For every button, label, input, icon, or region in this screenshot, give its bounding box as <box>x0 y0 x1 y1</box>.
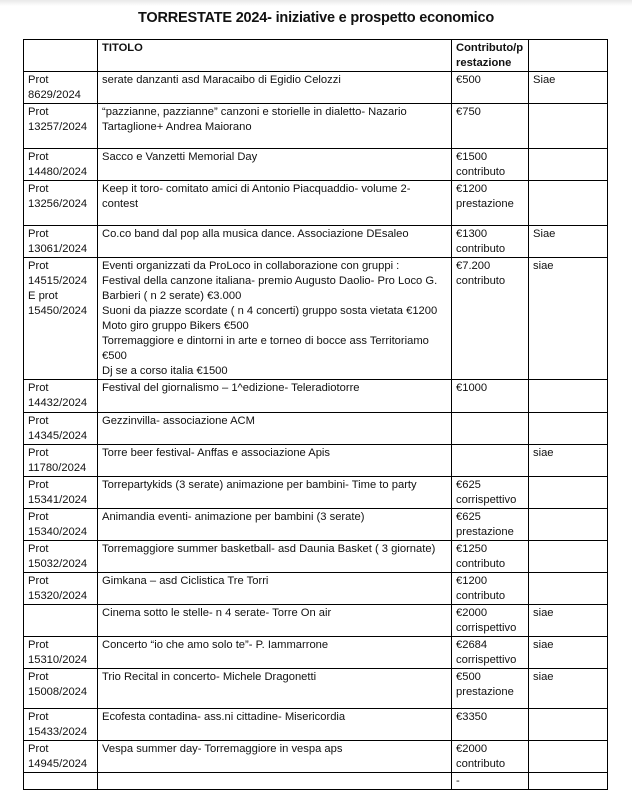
prot-cell-line: E prot <box>28 290 58 302</box>
contributo-cell-line: €625 <box>456 511 481 523</box>
prot-cell-line: Prot <box>28 575 49 587</box>
contributo-cell-line: €3350 <box>456 711 488 723</box>
table-row <box>24 445 608 477</box>
prot-cell <box>24 104 98 149</box>
table-row <box>24 149 608 181</box>
prot-cell-line: 15341/2024 <box>28 494 88 506</box>
prot-cell-line: Prot <box>28 543 49 555</box>
titolo-cell-line: €500 <box>102 350 127 362</box>
contributo-cell-line: contributo <box>456 166 506 178</box>
contributo-cell <box>452 773 529 790</box>
table-row <box>24 741 608 773</box>
prot-cell-line: 14945/2024 <box>28 758 88 770</box>
prot-cell-line: Prot <box>28 106 49 118</box>
titolo-cell-line: Torre beer festival- Anffas e associazione Apis <box>102 447 331 459</box>
prot-cell <box>24 226 98 258</box>
prot-cell-line: Prot <box>28 183 49 195</box>
contributo-cell-line: €1200 <box>456 183 488 195</box>
prot-cell-line: Prot <box>28 743 49 755</box>
prot-cell <box>24 149 98 181</box>
contributo-cell-line: contributo <box>456 590 506 602</box>
table-row <box>24 637 608 669</box>
titolo-cell <box>98 637 452 669</box>
prot-cell-line: Prot <box>28 447 49 459</box>
contributo-cell <box>452 226 529 258</box>
contributo-cell-line: €1000 <box>456 382 488 394</box>
prot-cell-line: 14480/2024 <box>28 166 88 178</box>
contributo-cell <box>452 573 529 605</box>
events-table <box>23 39 608 790</box>
titolo-cell <box>98 149 452 181</box>
titolo-cell-line: Suoni da piazze scordate ( n 4 concerti) gruppo sosta vietata €1200 <box>102 305 438 317</box>
note-cell <box>529 741 608 773</box>
titolo-cell-line: Moto giro gruppo Bikers €500 <box>102 320 249 332</box>
prot-cell <box>24 773 98 790</box>
contributo-cell-line: €2684 <box>456 639 488 651</box>
titolo-cell-line: serate danzanti asd Maracaibo di Egidio Celozzi <box>102 74 341 86</box>
titolo-cell <box>98 709 452 741</box>
contributo-cell <box>452 605 529 637</box>
titolo-cell <box>98 258 452 380</box>
contributo-cell <box>452 669 529 709</box>
note-cell <box>529 413 608 445</box>
contributo-cell-line: prestazione <box>456 686 514 698</box>
note-cell <box>529 149 608 181</box>
prot-cell-line: 15433/2024 <box>28 726 88 738</box>
titolo-cell-line: Torrepartykids (3 serate) animazione per bambini- Time to party <box>102 479 417 491</box>
prot-cell-line: Prot <box>28 479 49 491</box>
prot-cell <box>24 541 98 573</box>
contributo-cell <box>452 541 529 573</box>
titolo-cell-line: Tartaglione+ Andrea Maiorano <box>102 121 252 133</box>
titolo-cell <box>98 181 452 226</box>
table-row <box>24 477 608 509</box>
page-top-shadow <box>0 0 632 6</box>
table-row <box>24 509 608 541</box>
contributo-cell-line: €1500 <box>456 151 488 163</box>
header-note <box>529 40 608 72</box>
titolo-cell-line: Vespa summer day- Torremaggiore in vespa aps <box>102 743 343 755</box>
table-row <box>24 104 608 149</box>
titolo-cell-line: Barbieri ( n 2 serate) €3.000 <box>102 290 242 302</box>
table-row <box>24 258 608 380</box>
titolo-cell-line: Festival della canzone italiana- premio Augusto Daolio- Pro Loco G. <box>102 275 438 287</box>
contributo-cell <box>452 709 529 741</box>
prot-cell-line: 11780/2024 <box>28 462 87 474</box>
prot-cell-line: 8629/2024 <box>28 89 81 101</box>
contributo-cell-line: prestazione <box>456 198 514 210</box>
titolo-cell-line: Torremaggiore e dintorni in arte e torneo di bocce ass Territoriamo <box>102 335 429 347</box>
prot-cell-line: 15032/2024 <box>28 558 88 570</box>
prot-cell-line: 14345/2024 <box>28 430 88 442</box>
table-row <box>24 72 608 104</box>
prot-cell-line: Prot <box>28 711 49 723</box>
table-row <box>24 181 608 226</box>
titolo-cell <box>98 669 452 709</box>
titolo-cell-line: Festival del giornalismo – 1^edizione- Teleradiotorre <box>102 382 360 394</box>
contributo-cell-line: prestazione <box>456 526 514 538</box>
table-header-row <box>24 40 608 72</box>
contributo-cell <box>452 445 529 477</box>
titolo-cell-line: Torremaggiore summer basketball- asd Daunia Basket ( 3 giornate) <box>102 543 436 555</box>
contributo-cell <box>452 149 529 181</box>
contributo-cell-line: €1200 <box>456 575 488 587</box>
prot-cell-line: 14515/2024 <box>28 275 88 287</box>
header-prot <box>24 40 98 72</box>
table-row <box>24 773 608 790</box>
contributo-cell-line: €750 <box>456 106 481 118</box>
note-cell: siae <box>529 605 608 637</box>
contributo-cell <box>452 258 529 380</box>
table-row <box>24 413 608 445</box>
contributo-cell-line: contributo <box>456 758 506 770</box>
titolo-cell <box>98 380 452 413</box>
prot-cell-line: Prot <box>28 74 49 86</box>
note-cell <box>529 573 608 605</box>
titolo-cell <box>98 445 452 477</box>
prot-cell <box>24 72 98 104</box>
titolo-cell-line: Sacco e Vanzetti Memorial Day <box>102 151 258 163</box>
titolo-cell-line: Concerto “io che amo solo te”- P. Iammarrone <box>102 639 329 651</box>
titolo-cell <box>98 741 452 773</box>
note-cell: siae <box>529 445 608 477</box>
titolo-cell <box>98 226 452 258</box>
contributo-cell-line: contributo <box>456 558 506 570</box>
titolo-cell <box>98 104 452 149</box>
note-cell <box>529 709 608 741</box>
prot-cell <box>24 477 98 509</box>
contributo-cell <box>452 477 529 509</box>
titolo-cell <box>98 573 452 605</box>
prot-cell <box>24 709 98 741</box>
prot-cell-line: 15310/2024 <box>28 654 88 666</box>
note-cell <box>529 541 608 573</box>
contributo-cell <box>452 380 529 413</box>
note-cell: Siae <box>529 72 608 104</box>
contributo-cell-line: corrispettivo <box>456 494 517 506</box>
note-cell <box>529 477 608 509</box>
contributo-cell-line: €625 <box>456 479 481 491</box>
titolo-cell-line: “pazzianne, pazzianne” canzoni e storielle in dialetto- Nazario <box>102 106 407 118</box>
note-cell: siae <box>529 669 608 709</box>
contributo-cell-line: €1300 <box>456 228 488 240</box>
prot-cell-line: 13257/2024 <box>28 121 88 133</box>
table-row <box>24 605 608 637</box>
header-contributo <box>452 40 529 72</box>
titolo-cell <box>98 773 452 790</box>
prot-cell <box>24 741 98 773</box>
table-row <box>24 669 608 709</box>
titolo-cell-line: Trio Recital in concerto- Michele Dragonetti <box>102 671 317 683</box>
contributo-cell <box>452 413 529 445</box>
prot-cell-line: Prot <box>28 151 49 163</box>
contributo-cell <box>452 181 529 226</box>
titolo-cell-line: Gezzinvilla- associazione ACM <box>102 415 255 427</box>
contributo-cell-line: corrispettivo <box>456 654 517 666</box>
prot-cell <box>24 669 98 709</box>
table-row <box>24 541 608 573</box>
prot-cell <box>24 413 98 445</box>
note-cell: siae <box>529 258 608 380</box>
prot-cell-line: 15340/2024 <box>28 526 88 538</box>
prot-cell-line: Prot <box>28 228 49 240</box>
prot-cell-line: Prot <box>28 639 49 651</box>
prot-cell <box>24 181 98 226</box>
contributo-cell <box>452 509 529 541</box>
contributo-cell <box>452 741 529 773</box>
prot-cell-line: 15008/2024 <box>28 686 88 698</box>
contributo-cell-line: contributo <box>456 243 506 255</box>
prot-cell-line: Prot <box>28 671 49 683</box>
table-row <box>24 573 608 605</box>
prot-cell-line: 13061/2024 <box>28 243 88 255</box>
prot-cell-line: Prot <box>28 511 49 523</box>
titolo-cell-line: Keep it toro- comitato amici di Antonio Piacquaddio- volume 2- <box>102 183 411 195</box>
note-cell <box>529 773 608 790</box>
header-contributo-line: restazione <box>456 57 512 69</box>
contributo-cell <box>452 104 529 149</box>
titolo-cell <box>98 477 452 509</box>
contributo-cell-line: corrispettivo <box>456 622 517 634</box>
prot-cell <box>24 573 98 605</box>
titolo-cell-line: Eventi organizzati da ProLoco in collaborazione con gruppi : <box>102 260 400 272</box>
note-cell <box>529 181 608 226</box>
document-title: TORRESTATE 2024- iniziative e prospetto economico <box>138 10 494 26</box>
note-cell <box>529 509 608 541</box>
titolo-cell-line: contest <box>102 198 139 210</box>
note-cell: siae <box>529 637 608 669</box>
prot-cell <box>24 509 98 541</box>
contributo-cell-line: contributo <box>456 275 506 287</box>
prot-cell <box>24 380 98 413</box>
prot-cell <box>24 605 98 637</box>
table-row <box>24 380 608 413</box>
titolo-cell <box>98 413 452 445</box>
contributo-cell-line: €500 <box>456 74 481 86</box>
header-contributo-line: Contributo/p <box>456 42 524 54</box>
contributo-cell-line: - <box>456 775 460 787</box>
prot-cell <box>24 637 98 669</box>
prot-cell <box>24 258 98 380</box>
note-cell <box>529 104 608 149</box>
header-titolo: TITOLO <box>98 40 452 72</box>
prot-cell-line: 14432/2024 <box>28 397 88 409</box>
titolo-cell-line: Co.co band dal pop alla musica dance. Associazione DEsaleo <box>102 228 409 240</box>
contributo-cell <box>452 72 529 104</box>
titolo-cell <box>98 509 452 541</box>
titolo-cell-line: Ecofesta contadina- ass.ni cittadine- Misericordia <box>102 711 346 723</box>
contributo-cell-line: €500 <box>456 671 481 683</box>
prot-cell-line: 15320/2024 <box>28 590 88 602</box>
contributo-cell <box>452 637 529 669</box>
contributo-cell-line: €2000 <box>456 743 488 755</box>
contributo-cell-line: €1250 <box>456 543 488 555</box>
titolo-cell-line: Animandia eventi- animazione per bambini (3 serate) <box>102 511 365 523</box>
prot-cell-line: Prot <box>28 382 49 394</box>
note-cell: Siae <box>529 226 608 258</box>
titolo-cell-line: Dj se a corso italia €1500 <box>102 365 228 377</box>
titolo-cell <box>98 605 452 637</box>
prot-cell-line: 13256/2024 <box>28 198 88 210</box>
table-row <box>24 709 608 741</box>
contributo-cell-line: €7.200 <box>456 260 491 272</box>
prot-cell <box>24 445 98 477</box>
titolo-cell-line: Cinema sotto le stelle- n 4 serate- Torre On air <box>102 607 332 619</box>
prot-cell-line: 15450/2024 <box>28 305 88 317</box>
prot-cell-line: Prot <box>28 415 49 427</box>
titolo-cell <box>98 541 452 573</box>
note-cell <box>529 380 608 413</box>
prot-cell-line: Prot <box>28 260 49 272</box>
titolo-cell-line: Gimkana – asd Ciclistica Tre Torri <box>102 575 269 587</box>
table-row <box>24 226 608 258</box>
titolo-cell <box>98 72 452 104</box>
contributo-cell-line: €2000 <box>456 607 488 619</box>
